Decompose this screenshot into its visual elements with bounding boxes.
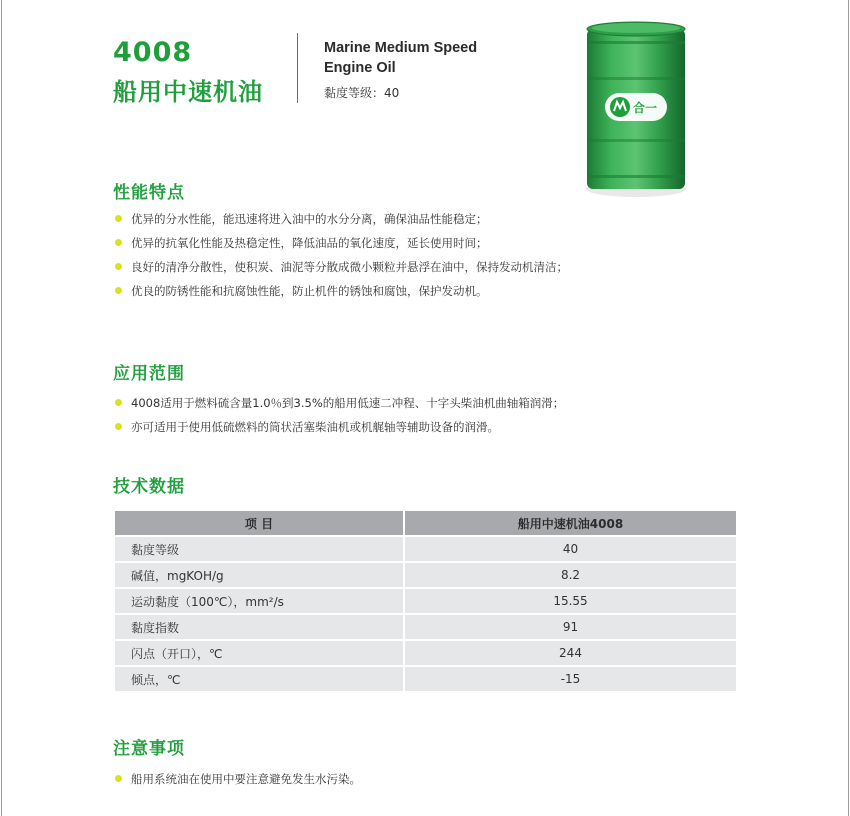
note-item: 船用系统油在使用中要注意避免发生水污染。 bbox=[113, 767, 361, 791]
table-header-row bbox=[115, 511, 736, 536]
application-item: 亦可适用于使用低硫燃料的筒状活塞柴油机或机艉轴等辅助设备的润滑。 bbox=[113, 415, 564, 439]
drum-brand-text: 合一 bbox=[633, 101, 658, 115]
english-name-line1: Marine Medium Speed bbox=[324, 40, 478, 56]
application-item: 4008适用于燃料硫含量1.0％到3.5%的船用低速二冲程、十字头柴油机曲轴箱润滑； bbox=[113, 391, 564, 415]
applications-title: 应用范围 bbox=[113, 364, 185, 384]
row-value: 91 bbox=[404, 614, 736, 640]
notes-title: 注意事项 bbox=[113, 739, 185, 759]
feature-item: 优良的防锈性能和抗腐蚀性能，防止机件的锈蚀和腐蚀，保护发动机。 bbox=[113, 279, 568, 303]
english-name-line2: Engine Oil bbox=[324, 60, 396, 76]
row-item: 黏度等级 bbox=[115, 536, 404, 562]
row-value: -15 bbox=[404, 666, 736, 692]
row-item: 运动黏度（100℃），mm²/s bbox=[115, 588, 404, 614]
feature-item: 优异的抗氧化性能及热稳定性，降低油品的氧化速度，延长使用时间； bbox=[113, 231, 568, 255]
viscosity-grade: 黏度等级：40 bbox=[324, 86, 400, 100]
feature-item: 优异的分水性能，能迅速将进入油中的水分分离，确保油品性能稳定； bbox=[113, 207, 568, 231]
notes-list bbox=[113, 767, 361, 791]
table-row bbox=[115, 666, 736, 692]
page-border-left bbox=[1, 0, 2, 816]
table-row bbox=[115, 614, 736, 640]
table-row bbox=[115, 536, 736, 562]
table-row bbox=[115, 640, 736, 666]
column-header-product: 船用中速机油4008 bbox=[404, 511, 736, 536]
row-item: 闪点（开口），℃ bbox=[115, 640, 404, 666]
row-item: 黏度指数 bbox=[115, 614, 404, 640]
tech-data-title: 技术数据 bbox=[113, 477, 185, 497]
row-item: 倾点，℃ bbox=[115, 666, 404, 692]
applications-list bbox=[113, 391, 564, 439]
product-name: 船用中速机油 bbox=[113, 78, 263, 106]
table-row bbox=[115, 562, 736, 588]
tech-data-table bbox=[115, 511, 736, 693]
features-title: 性能特点 bbox=[113, 183, 185, 203]
row-value: 40 bbox=[404, 536, 736, 562]
product-code: 4008 bbox=[113, 37, 193, 68]
header-divider bbox=[297, 33, 298, 103]
row-value: 8.2 bbox=[404, 562, 736, 588]
column-header-item: 项 目 bbox=[115, 511, 404, 536]
page-border-right bbox=[848, 0, 849, 816]
table-row bbox=[115, 588, 736, 614]
product-english-name bbox=[324, 38, 544, 78]
row-item: 碱值，mgKOH/g bbox=[115, 562, 404, 588]
features-list bbox=[113, 207, 568, 303]
row-value: 244 bbox=[404, 640, 736, 666]
oil-drum-image bbox=[583, 19, 689, 199]
row-value: 15.55 bbox=[404, 588, 736, 614]
feature-item: 良好的清净分散性，使积炭、油泥等分散成微小颗粒并悬浮在油中，保持发动机清洁； bbox=[113, 255, 568, 279]
